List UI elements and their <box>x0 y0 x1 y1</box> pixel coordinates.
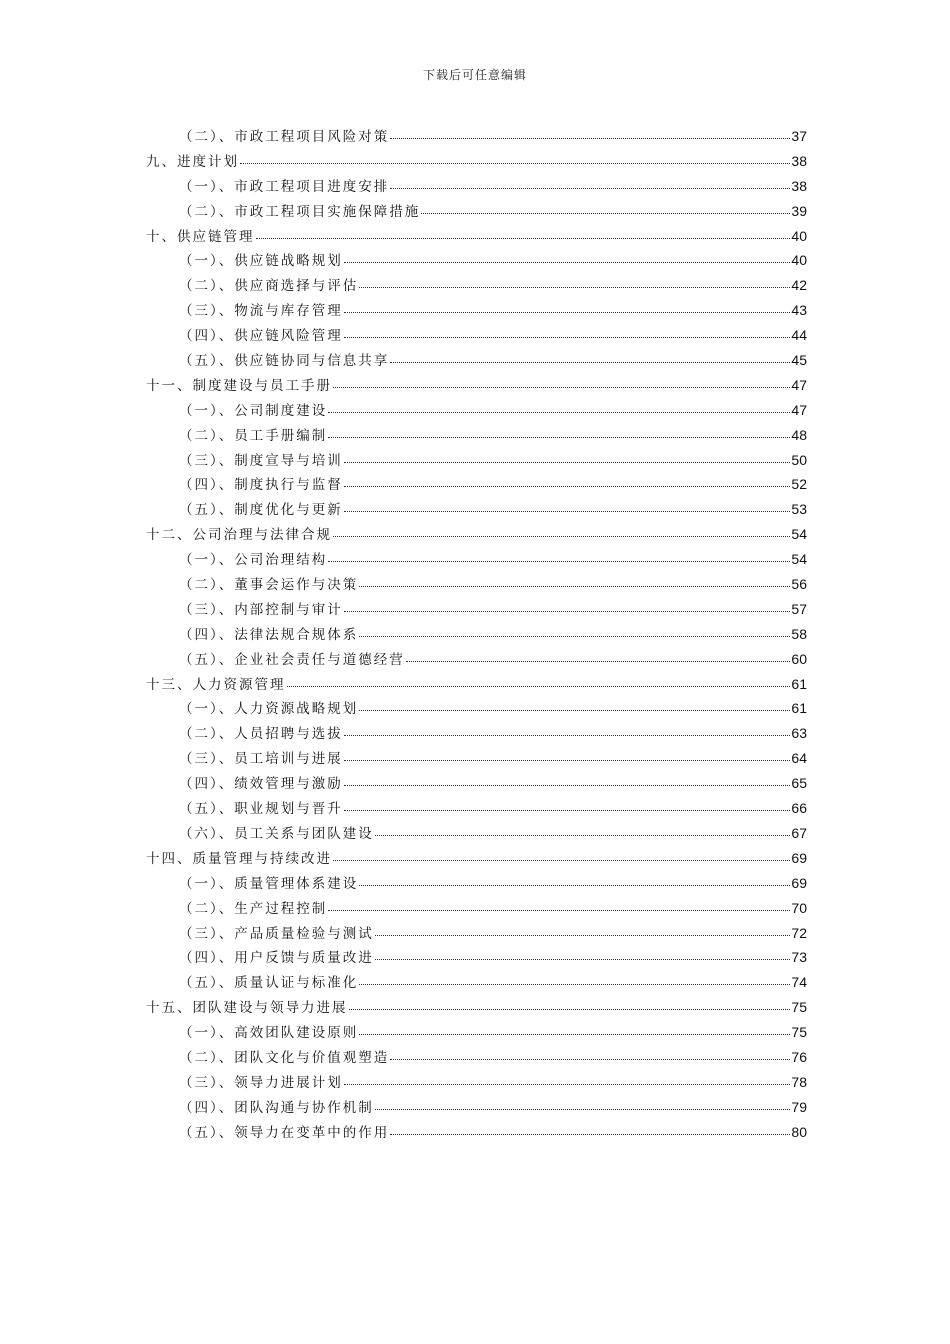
toc-section-entry[interactable] <box>146 349 807 374</box>
toc-dot-leader <box>359 984 790 985</box>
toc-section-entry[interactable] <box>146 324 807 349</box>
toc-entry-title: （一）、供应链战略规划 <box>179 253 343 270</box>
toc-section-entry[interactable] <box>146 200 807 225</box>
toc-entry-page-number: 42 <box>791 277 807 294</box>
toc-entry-page-number: 39 <box>791 202 807 219</box>
toc-entry-title: （三）、内部控制与审计 <box>179 601 343 618</box>
toc-entry-page-number: 75 <box>791 999 807 1016</box>
toc-entry-title: （四）、绩效管理与激励 <box>179 776 343 793</box>
toc-section-entry[interactable] <box>146 772 807 797</box>
toc-entry-title: （三）、物流与库存管理 <box>179 303 343 320</box>
toc-entry-page-number: 69 <box>791 874 807 891</box>
toc-dot-leader <box>344 337 791 338</box>
toc-dot-leader <box>344 312 791 313</box>
toc-entry-title: 十二、公司治理与法律合规 <box>146 527 332 544</box>
toc-entry-page-number: 80 <box>791 1123 807 1140</box>
toc-entry-page-number: 65 <box>791 775 807 792</box>
toc-entry-page-number: 56 <box>791 576 807 593</box>
toc-section-entry[interactable] <box>146 648 807 673</box>
toc-entry-page-number: 58 <box>791 625 807 642</box>
toc-entry-title: 十一、制度建设与员工手册 <box>146 377 332 394</box>
toc-section-entry[interactable] <box>146 797 807 822</box>
toc-entry-title: 十三、人力资源管理 <box>146 676 286 693</box>
toc-section-entry[interactable] <box>146 125 807 150</box>
toc-entry-page-number: 75 <box>791 1024 807 1041</box>
toc-dot-leader <box>344 511 791 512</box>
toc-dot-leader <box>390 362 790 363</box>
toc-entry-page-number: 37 <box>791 128 807 144</box>
toc-entry-title: （二）、人员招聘与选拔 <box>179 726 343 743</box>
toc-entry-page-number: 45 <box>791 352 807 369</box>
toc-dot-leader <box>344 486 791 487</box>
toc-entry-title: （四）、供应链风险管理 <box>179 328 343 345</box>
toc-dot-leader <box>390 1059 790 1060</box>
toc-dot-leader <box>333 387 790 388</box>
toc-entry-title: （一）、高效团队建设原则 <box>179 1025 359 1042</box>
toc-entry-title: （三）、产品质量检验与测试 <box>179 925 374 942</box>
toc-section-entry[interactable] <box>146 399 807 424</box>
toc-section-entry[interactable] <box>146 249 807 274</box>
toc-dot-leader <box>333 860 790 861</box>
toc-dot-leader <box>375 1109 791 1110</box>
toc-entry-page-number: 79 <box>791 1098 807 1115</box>
toc-dot-leader <box>344 810 791 811</box>
toc-entry-page-number: 52 <box>791 476 807 493</box>
toc-dot-leader <box>344 785 791 786</box>
toc-entry-page-number: 44 <box>791 327 807 344</box>
toc-entry-page-number: 47 <box>791 376 807 393</box>
toc-entry-title: （五）、质量认证与标准化 <box>179 975 359 992</box>
toc-dot-leader <box>344 611 791 612</box>
toc-entry-title: （一）、市政工程项目进度安排 <box>179 178 390 195</box>
toc-dot-leader <box>240 163 790 164</box>
toc-section-entry[interactable] <box>146 697 807 722</box>
toc-dot-leader <box>421 213 790 214</box>
toc-dot-leader <box>359 885 790 886</box>
toc-entry-page-number: 48 <box>791 426 807 443</box>
toc-entry-page-number: 74 <box>791 974 807 991</box>
toc-dot-leader <box>359 586 790 587</box>
toc-section-entry[interactable] <box>146 747 807 772</box>
toc-dot-leader <box>328 910 790 911</box>
toc-entry-page-number: 73 <box>791 949 807 966</box>
toc-section-entry[interactable] <box>146 449 807 474</box>
toc-entry-title: 十、供应链管理 <box>146 228 255 245</box>
toc-entry-title: （三）、制度宣导与培训 <box>179 452 343 469</box>
toc-entry-page-number: 38 <box>791 152 807 169</box>
toc-chapter-entry[interactable] <box>146 225 807 250</box>
toc-entry-title: （一）、公司治理结构 <box>179 552 328 569</box>
toc-entry-page-number: 57 <box>791 600 807 617</box>
toc-entry-title: （四）、法律法规合规体系 <box>179 626 359 643</box>
toc-chapter-entry[interactable] <box>146 374 807 399</box>
toc-entry-title: （五）、领导力在变革中的作用 <box>179 1124 390 1141</box>
toc-section-entry[interactable] <box>146 1121 807 1146</box>
toc-dot-leader <box>359 1034 790 1035</box>
toc-entry-page-number: 72 <box>791 924 807 941</box>
toc-dot-leader <box>344 262 791 263</box>
toc-dot-leader <box>359 636 790 637</box>
toc-entry-page-number: 60 <box>791 650 807 667</box>
toc-section-entry[interactable] <box>146 1046 807 1071</box>
toc-entry-title: （五）、企业社会责任与道德经营 <box>179 651 405 668</box>
toc-section-entry[interactable] <box>146 1096 807 1121</box>
toc-dot-leader <box>375 935 791 936</box>
toc-chapter-entry[interactable] <box>146 847 807 872</box>
toc-dot-leader <box>349 1009 791 1010</box>
toc-dot-leader <box>390 188 790 189</box>
toc-entry-page-number: 64 <box>791 750 807 767</box>
toc-section-entry[interactable] <box>146 623 807 648</box>
toc-section-entry[interactable] <box>146 872 807 897</box>
toc-section-entry[interactable] <box>146 573 807 598</box>
toc-entry-title: （三）、领导力进展计划 <box>179 1074 343 1091</box>
toc-section-entry[interactable] <box>146 424 807 449</box>
toc-entry-page-number: 69 <box>791 849 807 866</box>
toc-chapter-entry[interactable] <box>146 150 807 175</box>
toc-entry-page-number: 78 <box>791 1073 807 1090</box>
toc-dot-leader <box>333 536 790 537</box>
toc-section-entry[interactable] <box>146 498 807 523</box>
toc-section-entry[interactable] <box>146 598 807 623</box>
toc-entry-title: （二）、供应商选择与评估 <box>179 278 359 295</box>
toc-entry-page-number: 40 <box>791 227 807 244</box>
toc-entry-page-number: 50 <box>791 451 807 468</box>
toc-entry-title: （一）、质量管理体系建设 <box>179 875 359 892</box>
toc-section-entry[interactable] <box>146 473 807 498</box>
toc-entry-page-number: 47 <box>791 401 807 418</box>
toc-section-entry[interactable] <box>146 971 807 996</box>
toc-section-entry[interactable] <box>146 1071 807 1096</box>
toc-section-entry[interactable] <box>146 922 807 947</box>
toc-entry-title: （四）、制度执行与监督 <box>179 477 343 494</box>
toc-chapter-entry[interactable] <box>146 523 807 548</box>
toc-dot-leader <box>375 959 791 960</box>
toc-entry-title: （二）、市政工程项目风险对策 <box>179 129 390 145</box>
toc-dot-leader <box>390 1134 790 1135</box>
toc-entry-page-number: 63 <box>791 725 807 742</box>
toc-entry-title: （四）、团队沟通与协作机制 <box>179 1099 374 1116</box>
toc-section-entry[interactable] <box>146 274 807 299</box>
toc-chapter-entry[interactable] <box>146 673 807 698</box>
toc-dot-leader <box>344 760 791 761</box>
toc-dot-leader <box>344 462 791 463</box>
toc-entry-title: （二）、员工手册编制 <box>179 427 328 444</box>
toc-entry-title: （五）、供应链协同与信息共享 <box>179 353 390 370</box>
toc-entry-page-number: 54 <box>791 526 807 543</box>
table-of-contents <box>146 125 807 1146</box>
toc-dot-leader <box>256 238 791 239</box>
toc-entry-title: （四）、用户反馈与质量改进 <box>179 950 374 967</box>
toc-entry-page-number: 66 <box>791 800 807 817</box>
toc-section-entry[interactable] <box>146 175 807 200</box>
toc-entry-page-number: 54 <box>791 551 807 568</box>
toc-entry-title: 十四、质量管理与持续改进 <box>146 850 332 867</box>
toc-dot-leader <box>287 686 791 687</box>
toc-section-entry[interactable] <box>146 722 807 747</box>
toc-dot-leader <box>328 412 790 413</box>
toc-entry-title: （五）、职业规划与晋升 <box>179 801 343 818</box>
toc-dot-leader <box>328 437 790 438</box>
toc-dot-leader <box>375 835 791 836</box>
toc-dot-leader <box>406 661 791 662</box>
page-header-note: 下载后可任意编辑 <box>422 68 527 82</box>
toc-entry-page-number: 43 <box>791 302 807 319</box>
toc-dot-leader <box>359 710 790 711</box>
toc-entry-page-number: 40 <box>791 252 807 269</box>
toc-entry-title: （六）、员工关系与团队建设 <box>179 825 374 842</box>
toc-entry-title: （三）、员工培训与进展 <box>179 751 343 768</box>
toc-entry-title: （一）、人力资源战略规划 <box>179 701 359 718</box>
toc-entry-title: （一）、公司制度建设 <box>179 402 328 419</box>
toc-entry-page-number: 53 <box>791 501 807 518</box>
toc-entry-title: （二）、市政工程项目实施保障措施 <box>179 203 421 220</box>
toc-dot-leader <box>390 138 790 139</box>
toc-section-entry[interactable] <box>146 897 807 922</box>
toc-entry-page-number: 38 <box>791 177 807 194</box>
toc-section-entry[interactable] <box>146 548 807 573</box>
toc-section-entry[interactable] <box>146 299 807 324</box>
toc-entry-page-number: 70 <box>791 899 807 916</box>
toc-section-entry[interactable] <box>146 946 807 971</box>
toc-entry-page-number: 76 <box>791 1048 807 1065</box>
toc-dot-leader <box>344 1084 791 1085</box>
toc-section-entry[interactable] <box>146 822 807 847</box>
toc-section-entry[interactable] <box>146 1021 807 1046</box>
toc-entry-title: （二）、团队文化与价值观塑造 <box>179 1049 390 1066</box>
toc-entry-title: 十五、团队建设与领导力进展 <box>146 1000 348 1017</box>
toc-entry-page-number: 61 <box>791 700 807 717</box>
toc-entry-page-number: 61 <box>791 675 807 692</box>
toc-dot-leader <box>328 561 790 562</box>
toc-entry-title: （五）、制度优化与更新 <box>179 502 343 519</box>
toc-chapter-entry[interactable] <box>146 996 807 1021</box>
toc-dot-leader <box>359 287 790 288</box>
toc-dot-leader <box>344 735 791 736</box>
toc-entry-title: 九、进度计划 <box>146 153 239 170</box>
toc-entry-page-number: 67 <box>791 824 807 841</box>
toc-entry-title: （二）、董事会运作与决策 <box>179 577 359 594</box>
toc-entry-title: （二）、生产过程控制 <box>179 900 328 917</box>
